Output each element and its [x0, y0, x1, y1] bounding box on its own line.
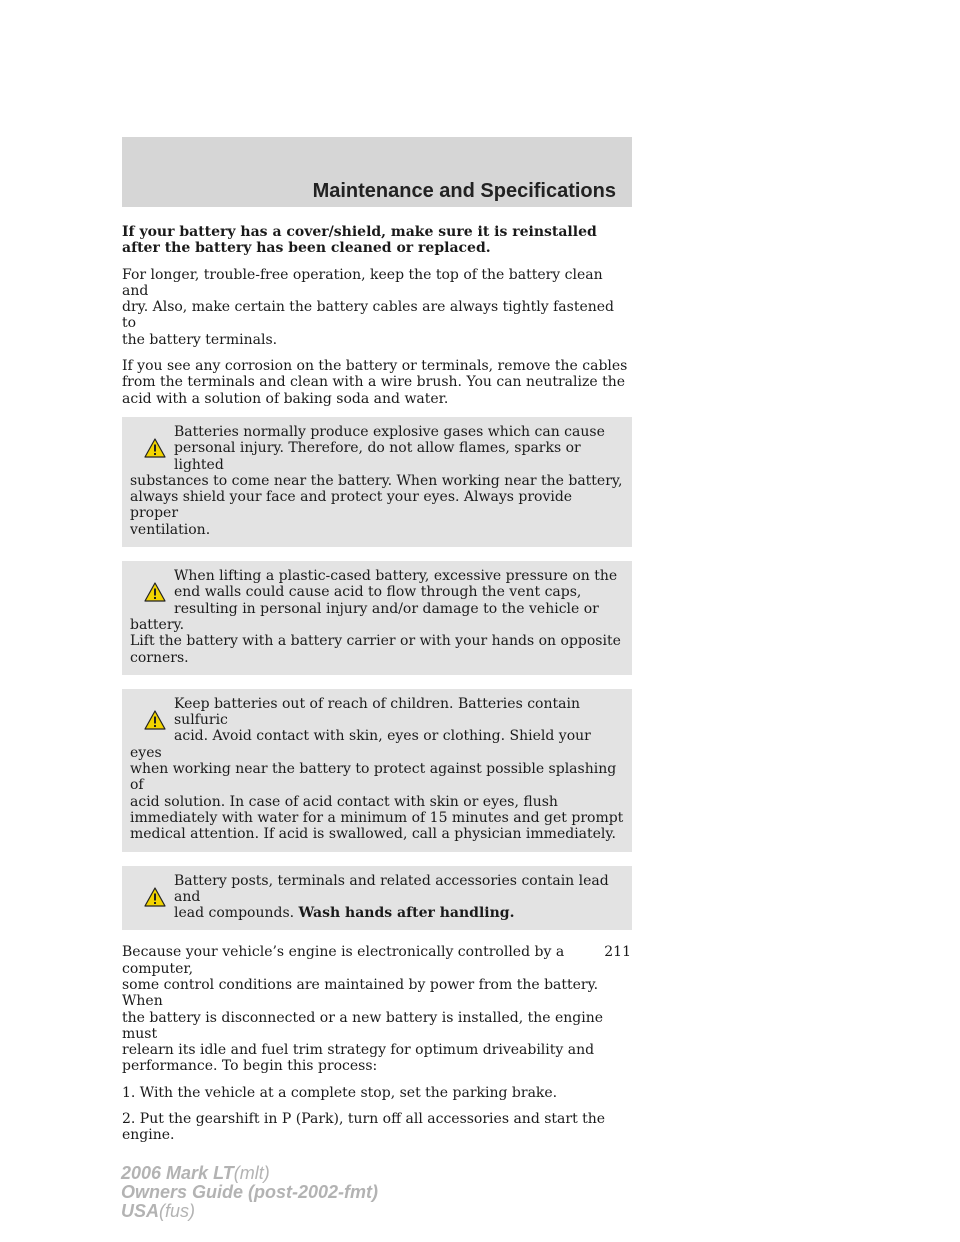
section-header-band — [122, 137, 632, 207]
footer-region-code: (fus) — [159, 1201, 196, 1221]
page-content — [122, 224, 632, 1154]
section-title: Maintenance and Specifications — [312, 180, 616, 202]
warning-text: Keep batteries out of reach of children. Batteries contain sulfuric acid. Avoid contact with skin, eyes or clothing. Shield your eyes when working near the battery to protect against possible splashing of acid solution. In case of acid contact with skin or eyes, flush immediately with water for a minimum of 15 minutes and get prompt medical attention. If acid is swallowed, call a physician immediately. — [130, 695, 624, 843]
warning-triangle-icon — [130, 873, 174, 907]
footer-model: 2006 Mark LT — [121, 1163, 234, 1183]
warning-triangle-icon — [130, 696, 174, 730]
warning-triangle-icon — [130, 424, 174, 458]
cleaning-paragraph: For longer, trouble-free operation, keep the top of the battery clean and dry. Also, make certain the battery cables are always tightly fastened to the battery terminals. — [122, 266, 615, 348]
computer-control-paragraph: Because your vehicle’s engine is electronically controlled by a computer, some control conditions are maintained by power from the battery. When the battery is disconnected or a new battery is installed, the engine must relearn its idle and fuel trim strategy for optimum driveability and performance. To begin this process: — [122, 944, 604, 1075]
page-number: 211 — [604, 944, 631, 960]
warning-box-children-acid — [122, 689, 632, 852]
warning-text: Battery posts, terminals and related accessories contain lead and lead compounds. — [174, 872, 609, 922]
footer-region: USA — [121, 1201, 160, 1221]
footer-model-code: (mlt) — [233, 1163, 270, 1183]
warning-text: Batteries normally produce explosive gases which can cause personal injury. Therefore, do not allow flames, sparks or lighted substances to come near the battery. When working near the battery, always shield your face and protect your eyes. Always provide proper ventilation. — [130, 423, 623, 538]
warning-triangle-icon — [130, 568, 174, 602]
corrosion-paragraph: If you see any corrosion on the battery or terminals, remove the cables from the terminals and clean with a wire brush. You can neutralize the acid with a solution of baking soda and water. — [122, 358, 628, 407]
step-1: 1. With the vehicle at a complete stop, set the parking brake. — [122, 1084, 558, 1101]
warning-emphasis: Wash hands after handling. — [298, 905, 515, 922]
warning-text: When lifting a plastic-cased battery, excessive pressure on the end walls could cause acid to flow through the vent caps, resulting in personal injury and/or damage to the vehicle or battery. Lift the battery with a battery carrier or with your hands on opposite corners. — [130, 568, 621, 666]
warning-box-lead — [122, 866, 632, 931]
step-2: 2. Put the gearshift in P (Park), turn off all accessories and start the engine. — [122, 1111, 606, 1144]
warning-box-explosive-gases — [122, 417, 632, 547]
warning-box-lifting-battery — [122, 561, 632, 675]
footer-guide: Owners Guide (post-2002-fmt) — [121, 1182, 379, 1202]
document-footer — [121, 1164, 378, 1221]
intro-bold-paragraph: If your battery has a cover/shield, make sure it is reinstalled after the battery has been cleaned or replaced. — [122, 224, 597, 257]
